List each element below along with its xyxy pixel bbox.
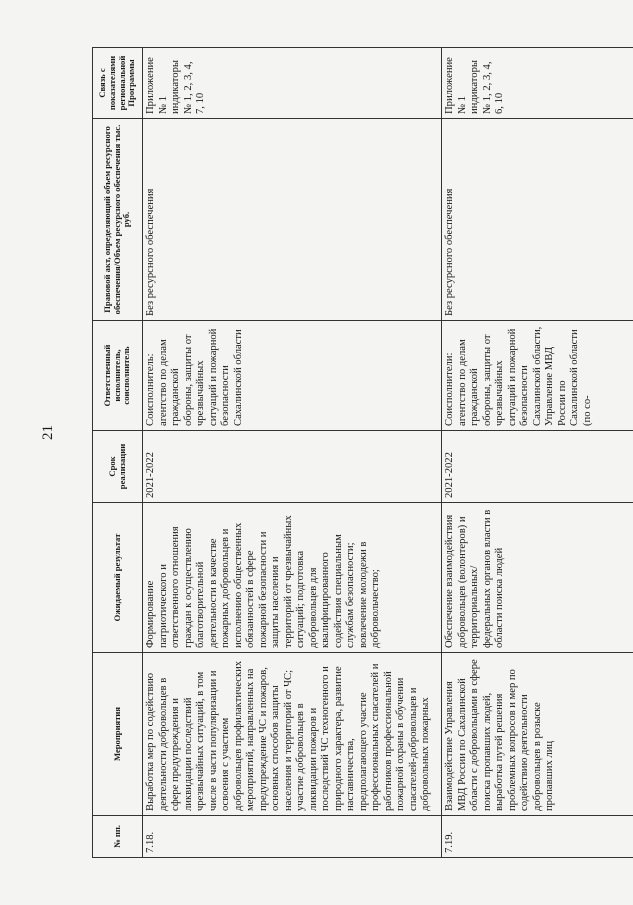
header-link: Связь с показателями региональной Программы (93, 48, 143, 119)
header-measures: Мероприятия (93, 653, 143, 816)
header-period: Срок реализации (93, 431, 143, 503)
row-measures: Выработка мер по содействию деятельности добровольцев в сфере предупреждения и ликвидации последствий чрезвычайных ситуаций, в том числе в части популяризации и освоения с участием добровольцев профилактических мероприятий, направленных на предупреждение ЧС и пожаров, основных способов защиты населения и территорий от ЧС; участие добровольцев в ликвидации пожаров и последствий ЧС техногенного и природного характера, развитие наставничества, предполагающего участие профессиональных спасателей и работников профессиональной пожарной охраны в обучении спасателей-добровольцев и добровольных пожарных (143, 653, 442, 816)
header-legal-act: Правовой акт, определяющий объем ресурсного обеспечения/Объем ресурсного обеспечения тыс. руб. (93, 119, 143, 321)
page-number: 21 (40, 425, 56, 440)
row-period: 2021-2022 (442, 431, 633, 503)
table-header-row (93, 48, 143, 858)
header-number: № пп. (93, 816, 143, 858)
row-number: 7.18. (143, 816, 442, 858)
table-row (143, 48, 442, 858)
measures-table (92, 47, 633, 858)
row-link: Приложение № 1 индикаторы № 1, 2, 3, 4, 6, 10 (442, 48, 633, 119)
row-legal-act: Без ресурсного обеспечения (442, 119, 633, 321)
row-executor: Соисполнители: агентство по делам гражданской обороны, защиты от чрезвычайных ситуаций и пожарной безопасности Сахалинской области, Управление МВД России по Сахалинской области (по со- (442, 321, 633, 431)
header-result: Ожидаемый результат (93, 503, 143, 653)
measures-table-page (92, 48, 633, 858)
header-executor: Ответственный исполнитель, соисполнитель (93, 321, 143, 431)
row-measures: Взаимодействие Управления МВД России по Сахалинской области с добровольцами в сфере поиска пропавших людей, выработка путей решения проблемных вопросов и мер по содействию деятельности добровольцев в розыске пропавших лиц (442, 653, 633, 816)
row-result: Обеспечение взаимодействия добровольцев (волонтеров) и территориальных/федеральных органов власти в области поиска людей (442, 503, 633, 653)
row-link: Приложение № 1 индикаторы № 1, 2, 3, 4, 7, 10 (143, 48, 442, 119)
row-period: 2021-2022 (143, 431, 442, 503)
table-row (442, 48, 633, 858)
row-executor: Соисполнитель: агентство по делам гражданской обороны, защиты от чрезвычайных ситуаций и пожарной безопасности Сахалинской области (143, 321, 442, 431)
row-legal-act: Без ресурсного обеспечения (143, 119, 442, 321)
row-result: Формирование патриотического и ответственного отношения граждан к осуществлению благотворительной деятельности в качестве пожарных добровольцев и исполнению общественных обязанностей в сфере пожарной безопасности и защиты населения и территорий от чрезвычайных ситуаций; подготовка добровольцев для квалифицированного содействия специальным службам безопасности; вовлечение молодежи в добровольчество; (143, 503, 442, 653)
row-number: 7.19. (442, 816, 633, 858)
